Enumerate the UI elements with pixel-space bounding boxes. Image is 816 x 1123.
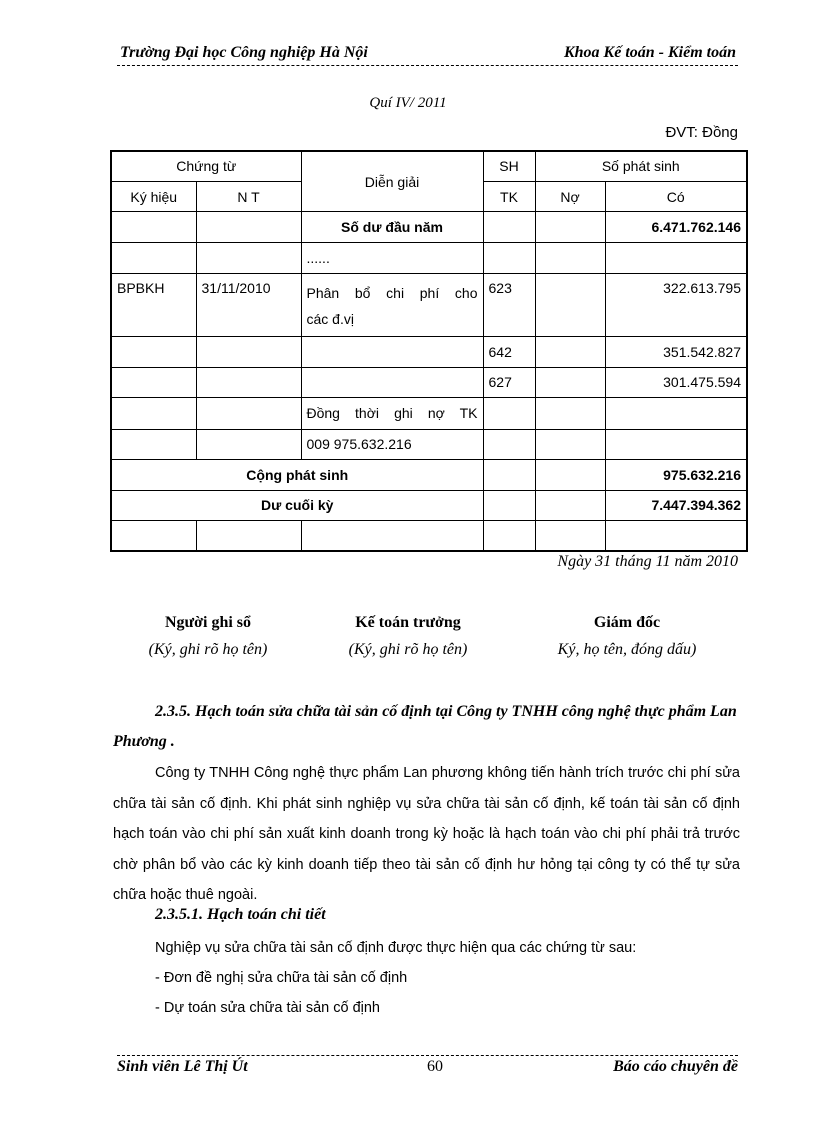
signature-recorder bbox=[98, 613, 318, 659]
signature-sub: Ký, họ tên, đóng dấu) bbox=[557, 641, 697, 658]
signature-sub: (Ký, ghi rõ họ tên) bbox=[348, 641, 468, 658]
col-credit: Có bbox=[605, 181, 747, 211]
signature-sub: (Ký, ghi rõ họ tên) bbox=[148, 641, 268, 658]
row-description bbox=[301, 274, 483, 337]
period-label: Quí IV/ 2011 bbox=[369, 95, 447, 111]
note-row bbox=[111, 398, 747, 429]
note-line-2: 009 975.632.216 bbox=[301, 429, 483, 459]
footer-report: Báo cáo chuyên đề bbox=[613, 1058, 738, 1075]
footer-divider bbox=[117, 1055, 738, 1056]
unit-label: ĐVT: Đồng bbox=[665, 124, 738, 141]
section-heading-text: 2.3.5. Hạch toán sửa chữa tài sản cố định tại Công ty TNHH công nghệ thực phẩm Lan Phương . bbox=[113, 703, 737, 750]
signature-title: Giám đốc bbox=[593, 614, 661, 631]
col-date: N T bbox=[196, 181, 301, 211]
table-row bbox=[111, 337, 747, 367]
row-symbol: BPBKH bbox=[111, 274, 196, 337]
total-label: Cộng phát sinh bbox=[111, 460, 483, 490]
note-row bbox=[111, 429, 747, 459]
row-credit: 322.613.795 bbox=[605, 274, 747, 337]
col-account-bottom: TK bbox=[483, 181, 535, 211]
signature-title: Người ghi sổ bbox=[164, 614, 252, 631]
empty-row bbox=[111, 521, 747, 552]
table-header-row bbox=[111, 151, 747, 181]
table-row bbox=[111, 367, 747, 397]
row-credit: 351.542.827 bbox=[605, 337, 747, 367]
list-item: - Dự toán sửa chữa tài sản cố định bbox=[155, 1000, 380, 1016]
footer-student: Sinh viên Lê Thị Út bbox=[117, 1058, 248, 1075]
note-line-1: Đồng thời ghi nợ TK bbox=[301, 398, 483, 429]
col-debit: Nợ bbox=[535, 181, 605, 211]
row-account: 627 bbox=[483, 367, 535, 397]
intro-line: Nghiệp vụ sửa chữa tài sản cố định được thực hiện qua các chứng từ sau: bbox=[155, 940, 637, 956]
signature-title: Kế toán trưởng bbox=[355, 614, 461, 631]
ellipsis-row bbox=[111, 242, 747, 273]
header-school: Trường Đại học Công nghiệp Hà Nội bbox=[120, 44, 368, 61]
signature-chief-accountant bbox=[298, 613, 518, 659]
header-faculty: Khoa Kế toán - Kiểm toán bbox=[563, 44, 736, 61]
body-paragraph: Công ty TNHH Công nghệ thực phẩm Lan phương không tiến hành trích trước chi phí sửa chữa tài sản cố định. Khi phát sinh nghiệp vụ sửa chữa tài sản cố định, kế toán tài sản cố định hạch toán vào chi phí sản xuất kinh doanh trong kỳ hoặc là hạch toán vào chi phí phải trả trước chờ phân bổ vào các kỳ kinh doanh tiếp theo tài sản cố định hư hỏng tại công ty có thể tự sửa chữa hoặc thuê ngoài. bbox=[113, 765, 740, 903]
opening-credit: 6.471.762.146 bbox=[605, 212, 747, 242]
row-description-l2: các đ.vị bbox=[306, 311, 354, 328]
opening-row bbox=[111, 212, 747, 242]
header-divider bbox=[117, 65, 738, 66]
col-account-top: SH bbox=[483, 151, 535, 181]
table-row bbox=[111, 274, 747, 337]
total-row bbox=[111, 460, 747, 490]
section-heading bbox=[113, 697, 740, 757]
row-account: 642 bbox=[483, 337, 535, 367]
total-credit: 975.632.216 bbox=[605, 460, 747, 490]
col-description: Diễn giải bbox=[301, 151, 483, 212]
ledger-table bbox=[110, 150, 748, 552]
closing-credit: 7.447.394.362 bbox=[605, 490, 747, 520]
row-account: 623 bbox=[483, 274, 535, 337]
closing-row bbox=[111, 490, 747, 520]
col-symbol: Ký hiệu bbox=[111, 181, 196, 211]
ellipsis: ...... bbox=[301, 242, 483, 273]
subheading: 2.3.5.1. Hạch toán chi tiết bbox=[155, 906, 326, 923]
opening-label: Số dư đầu năm bbox=[301, 212, 483, 242]
page-number: 60 bbox=[427, 1058, 443, 1075]
row-credit: 301.475.594 bbox=[605, 367, 747, 397]
signature-director bbox=[517, 613, 737, 659]
date-line: Ngày 31 tháng 11 năm 2010 bbox=[557, 553, 738, 570]
list-item: - Đơn đề nghị sửa chữa tài sản cố định bbox=[155, 970, 408, 986]
col-amount: Số phát sinh bbox=[535, 151, 747, 181]
row-description-l1: Phân bổ chi phí cho bbox=[306, 285, 478, 302]
row-date: 31/11/2010 bbox=[196, 274, 301, 337]
col-voucher: Chứng từ bbox=[111, 151, 301, 181]
closing-label: Dư cuối kỳ bbox=[111, 490, 483, 520]
